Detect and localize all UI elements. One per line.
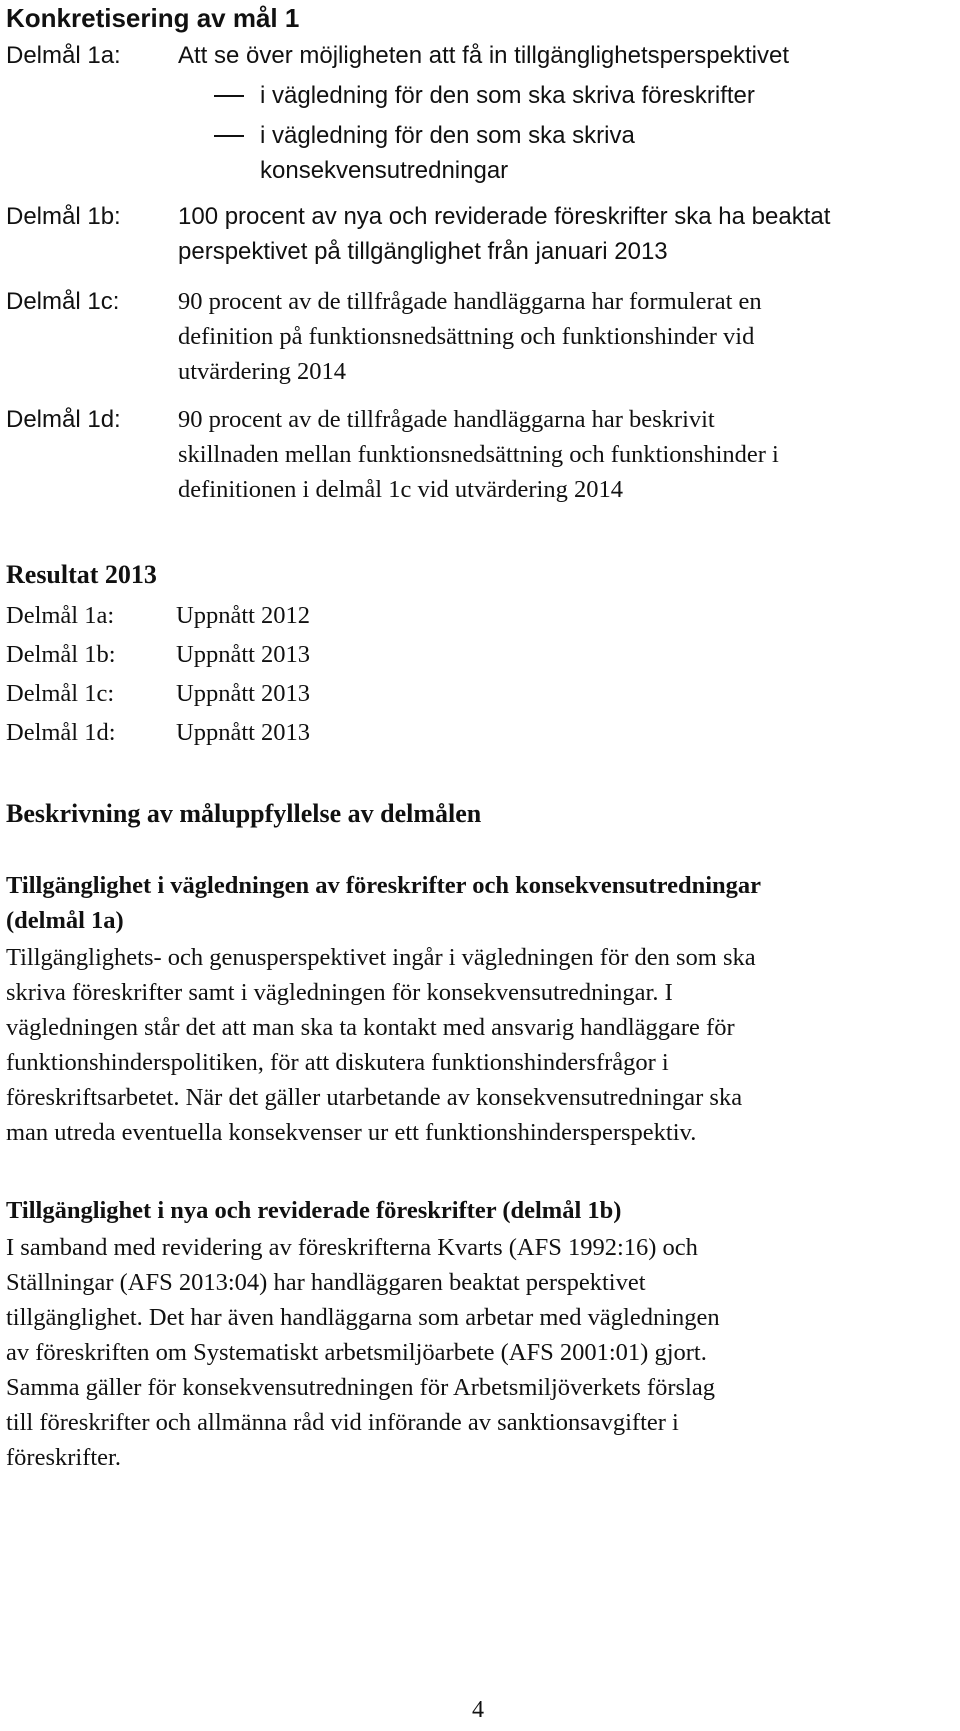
text-line: vägledningen står det att man ska ta kontakt med ansvarig handläggare för [6, 1014, 735, 1041]
text-line: av föreskriften om Systematiskt arbetsmiljöarbete (AFS 2001:01) gjort. [6, 1339, 707, 1366]
dash-bullet-icon [214, 95, 244, 97]
subgoal-text [178, 402, 948, 507]
result-label: Delmål 1d: [6, 719, 116, 746]
subgoal-text [178, 199, 948, 269]
bullet-item [214, 118, 914, 190]
result-value: Uppnått 2013 [176, 641, 311, 668]
result-value: Uppnått 2013 [176, 719, 311, 746]
text-line: definitionen i delmål 1c vid utvärdering 2014 [178, 476, 623, 503]
result-row [6, 715, 606, 751]
text-line: (delmål 1a) [6, 907, 124, 934]
description-heading: Beskrivning av måluppfyllelse av delmålen [6, 799, 482, 828]
paragraph [6, 1230, 956, 1482]
result-row [6, 637, 606, 673]
subgoal-label: Delmål 1d: [6, 406, 121, 433]
text-line: Tillgänglighets- och genusperspektivet ingår i vägledningen för den som ska [6, 944, 756, 971]
text-line: I samband med revidering av föreskrifterna Kvarts (AFS 1992:16) och [6, 1234, 698, 1261]
bullet-item [214, 78, 914, 114]
paragraph [6, 940, 956, 1156]
subgoal-label: Delmål 1c: [6, 288, 120, 315]
subgoal-1b [6, 199, 946, 271]
text-line: perspektivet på tillgänglighet från januari 2013 [178, 238, 668, 265]
result-heading: Resultat 2013 [6, 560, 157, 589]
text-line: till föreskrifter och allmänna råd vid införande av sanktionsavgifter i [6, 1409, 679, 1436]
subgoal-text [178, 284, 948, 389]
text-line: utvärdering 2014 [178, 358, 347, 385]
subgoal-text: Att se över möjligheten att få in tillgänglighetsperspektivet [178, 42, 790, 69]
text-line: Tillgänglighet i nya och reviderade föreskrifter (delmål 1b) [6, 1197, 622, 1224]
text-line: skriva föreskrifter samt i vägledningen för konsekvensutredningar. I [6, 979, 673, 1006]
text-line: funktionshinderspolitiken, för att diskutera funktionshindersfrågor i [6, 1049, 669, 1076]
text-line: 90 procent av de tillfrågade handläggarna har formulerat en [178, 288, 762, 315]
page-number: 4 [472, 1697, 484, 1723]
result-label: Delmål 1b: [6, 641, 116, 668]
subgoal-label: Delmål 1a: [6, 42, 121, 69]
result-value: Uppnått 2012 [176, 602, 311, 629]
text-line: definition på funktionsnedsättning och funktionshinder vid [178, 323, 755, 350]
dash-bullet-icon [214, 135, 244, 137]
subgoal-1d [6, 402, 946, 510]
goal-heading: Konkretisering av mål 1 [6, 3, 300, 33]
result-label: Delmål 1a: [6, 602, 115, 629]
text-line: Tillgänglighet i vägledningen av föreskrifter och konsekvensutredningar [6, 872, 762, 899]
subsection-heading [6, 1193, 956, 1229]
subsection-heading [6, 868, 956, 940]
text-line: föreskrifter. [6, 1444, 121, 1471]
text-line: skillnaden mellan funktionsnedsättning och funktionshinder i [178, 441, 779, 468]
bullet-text: i vägledning för den som ska skriva föreskrifter [260, 82, 755, 109]
text-line: 90 procent av de tillfrågade handläggarna har beskrivit [178, 406, 715, 433]
subgoal-1c [6, 284, 946, 392]
text-line: konsekvensutredningar [260, 157, 509, 184]
subgoal-label: Delmål 1b: [6, 203, 121, 230]
bullet-text [260, 118, 920, 188]
result-row [6, 676, 606, 712]
text-line: Ställningar (AFS 2013:04) har handläggaren beaktat perspektivet [6, 1269, 646, 1296]
result-row [6, 598, 606, 634]
text-line: i vägledning för den som ska skriva [260, 122, 635, 149]
result-value: Uppnått 2013 [176, 680, 311, 707]
text-line: man utreda eventuella konsekvenser ur ett funktionshindersperspektiv. [6, 1119, 697, 1146]
result-label: Delmål 1c: [6, 680, 115, 707]
text-line: 100 procent av nya och reviderade föreskrifter ska ha beaktat [178, 203, 831, 230]
text-line: föreskriftsarbetet. När det gäller utarbetande av konsekvensutredningar ska [6, 1084, 743, 1111]
text-line: Samma gäller för konsekvensutredningen för Arbetsmiljöverkets förslag [6, 1374, 715, 1401]
text-line: tillgänglighet. Det har även handläggarna som arbetar med vägledningen [6, 1304, 720, 1331]
